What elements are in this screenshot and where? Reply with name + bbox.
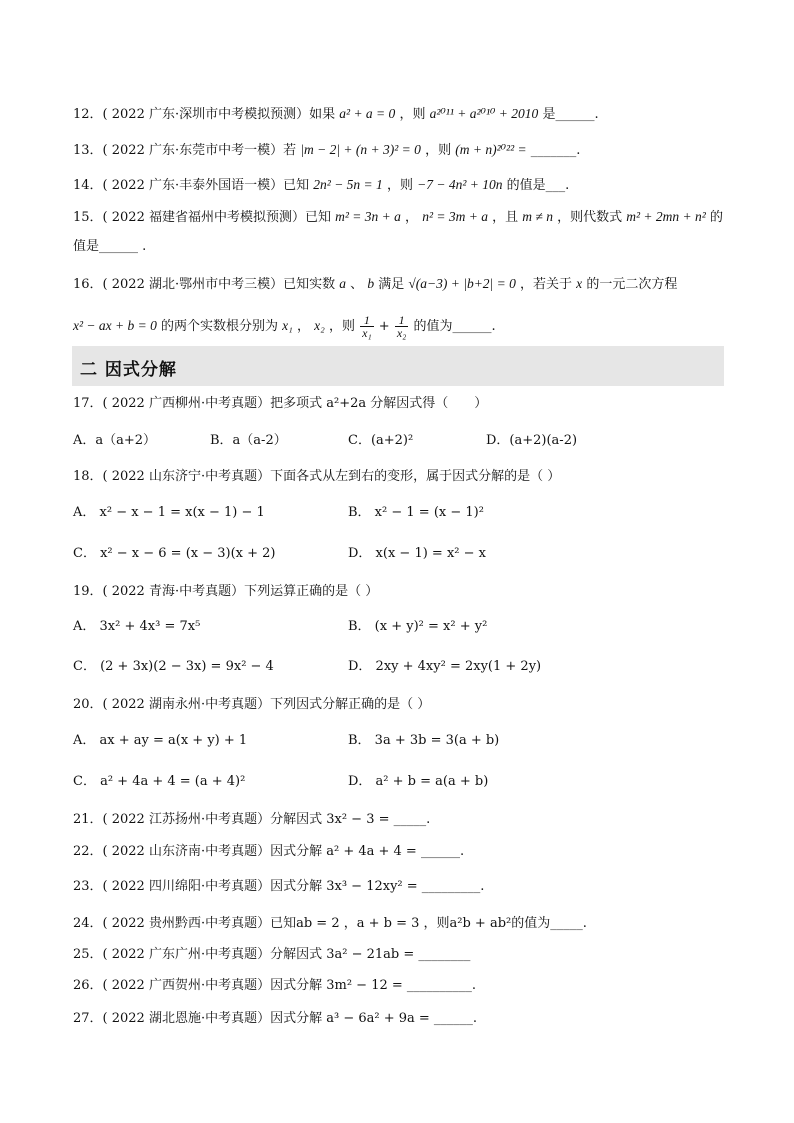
question-15	[73, 208, 723, 227]
option-b: B．a（a-2）	[210, 433, 287, 448]
fraction	[360, 314, 374, 339]
question-16-continued	[73, 314, 496, 339]
question-number: 15．(	[73, 210, 108, 225]
option-a: A． x² − x − 1 = x(x − 1) − 1	[73, 505, 265, 520]
option-d: D．(a+2)(a-2)	[486, 433, 578, 448]
question-18: 18．( 2022 山东济宁·中考真题）下面各式从左到右的变形，属于因式分解的是（ ）	[73, 469, 561, 484]
option-d: D． 2xy + 4xy² = 2xy(1 + 2y)	[348, 659, 542, 674]
math-expression: (m + n)²⁰²² =	[455, 142, 527, 157]
math-expression: m ≠ n	[522, 209, 553, 224]
math-variable: x₁	[282, 318, 293, 333]
option-a: A．a（a+2）	[73, 433, 157, 448]
option-c: C． (2 + 3x)(2 − 3x) = 9x² − 4	[73, 659, 274, 674]
question-17: 17．( 2022 广西柳州·中考真题）把多项式 a²+2a 分解因式得（ ）	[73, 396, 488, 411]
question-26: 26．( 2022 广西贺州·中考真题）因式分解 3m² − 12 = __________.	[73, 978, 477, 993]
question-25: 25．( 2022 广东广州·中考真题）分解因式 3a² − 21ab = ________	[73, 947, 471, 962]
fraction-denominator: x₁	[362, 326, 372, 340]
fraction-denominator: x₂	[396, 326, 407, 340]
question-text: 2022 广东·丰泰外国语一模）已知	[111, 178, 310, 193]
math-expression: 2n² − 5n = 1	[313, 177, 383, 192]
question-19: 19．( 2022 青海·中考真题）下列运算正确的是（ ）	[73, 584, 379, 599]
option-b: B． x² − 1 = (x − 1)²	[348, 505, 484, 520]
question-number: 13．(	[73, 143, 108, 158]
math-variable: x₂	[314, 318, 325, 333]
question-text: 满足	[378, 277, 405, 292]
answer-blank: 的值为______.	[413, 319, 496, 334]
question-number: 14．(	[73, 178, 108, 193]
option-c: C． x² − x − 6 = (x − 3)(x + 2)	[73, 546, 276, 561]
question-12	[73, 105, 599, 124]
question-15-continued	[73, 238, 146, 256]
question-number: 12．(	[73, 107, 108, 122]
question-text: 的两个实数根分别为	[161, 319, 279, 334]
question-24: 24．( 2022 贵州黔西·中考真题）已知ab = 2 ，a + b = 3 ，则a²b + ab²的值为_____.	[73, 916, 587, 931]
fraction-numerator: 1	[395, 314, 409, 327]
section-title: 二 因式分解	[80, 360, 177, 380]
question-text: ，若关于	[520, 277, 573, 292]
math-expression: n² = 3m + a	[422, 209, 488, 224]
math-expression: −7 − 4n² + 10n	[417, 177, 503, 192]
question-text: ，则	[399, 107, 426, 122]
question-16	[73, 275, 677, 294]
math-expression: √(a−3) + |b+2| = 0	[408, 276, 516, 291]
question-text: ，	[297, 319, 311, 334]
question-text: 2022 广东·东莞市中考一模）若	[111, 143, 297, 158]
question-text: 、	[350, 277, 364, 292]
math-expression: a²⁰¹¹ + a²⁰¹⁰ + 2010	[429, 106, 539, 121]
math-expression: m² + 2mn + n²	[626, 209, 706, 224]
math-expression: a² + a = 0	[339, 106, 396, 121]
question-text: 的一元二次方程	[586, 277, 678, 292]
question-text: ，	[405, 210, 419, 225]
option-d: D． x(x − 1) = x² − x	[348, 546, 486, 561]
fraction	[395, 314, 409, 339]
question-number: 16．(	[73, 277, 108, 292]
option-b: B． (x + y)² = x² + y²	[348, 619, 488, 634]
question-text: 2022 广东·深圳市中考模拟预测）如果	[111, 107, 336, 122]
math-operator: +	[378, 319, 390, 334]
option-b: B． 3a + 3b = 3(a + b)	[348, 733, 500, 748]
question-text: ，则	[425, 143, 452, 158]
option-c: C．(a+2)²	[348, 433, 414, 448]
math-variable: x	[576, 276, 583, 291]
option-a: A． 3x² + 4x³ = 7x⁵	[73, 619, 201, 634]
option-c: C． a² + 4a + 4 = (a + 4)²	[73, 774, 246, 789]
question-text: 2022 湖北·鄂州市中考三模）已知实数	[111, 277, 336, 292]
math-variable: b	[367, 276, 375, 291]
question-20: 20．( 2022 湖南永州·中考真题）下列因式分解正确的是（ ）	[73, 697, 431, 712]
option-d: D． a² + b = a(a + b)	[348, 774, 489, 789]
question-text: 的	[709, 210, 723, 225]
question-text: ，则	[386, 178, 413, 193]
question-27: 27．( 2022 湖北恩施·中考真题）因式分解 a³ − 6a² + 9a = ______.	[73, 1011, 478, 1026]
math-expression: m² = 3n + a	[335, 209, 401, 224]
question-text: ，且	[492, 210, 519, 225]
answer-blank: 值是______ .	[73, 239, 147, 254]
question-23: 23．( 2022 四川绵阳·中考真题）因式分解 3x³ − 12xy² = _________.	[73, 879, 485, 894]
question-14	[73, 176, 569, 195]
answer-blank: _______.	[530, 143, 581, 158]
math-expression: x² − ax + b = 0	[73, 318, 157, 333]
section-header	[72, 346, 724, 386]
question-text: ，则代数式	[557, 210, 623, 225]
option-a: A． ax + ay = a(x + y) + 1	[73, 733, 248, 748]
question-13	[73, 141, 580, 160]
fraction-numerator: 1	[360, 314, 374, 327]
question-text: ，则	[328, 319, 355, 334]
answer-blank: 是______.	[542, 107, 599, 122]
math-variable: a	[339, 276, 347, 291]
math-expression: |m − 2| + (n + 3)² = 0	[300, 142, 421, 157]
question-22: 22．( 2022 山东济南·中考真题）因式分解 a² + 4a + 4 = ______.	[73, 844, 465, 859]
question-text: 2022 福建省福州中考模拟预测）已知	[111, 210, 331, 225]
answer-blank: 的值是___.	[506, 178, 570, 193]
question-21: 21．( 2022 江苏扬州·中考真题）分解因式 3x² − 3 = _____.	[73, 812, 431, 827]
